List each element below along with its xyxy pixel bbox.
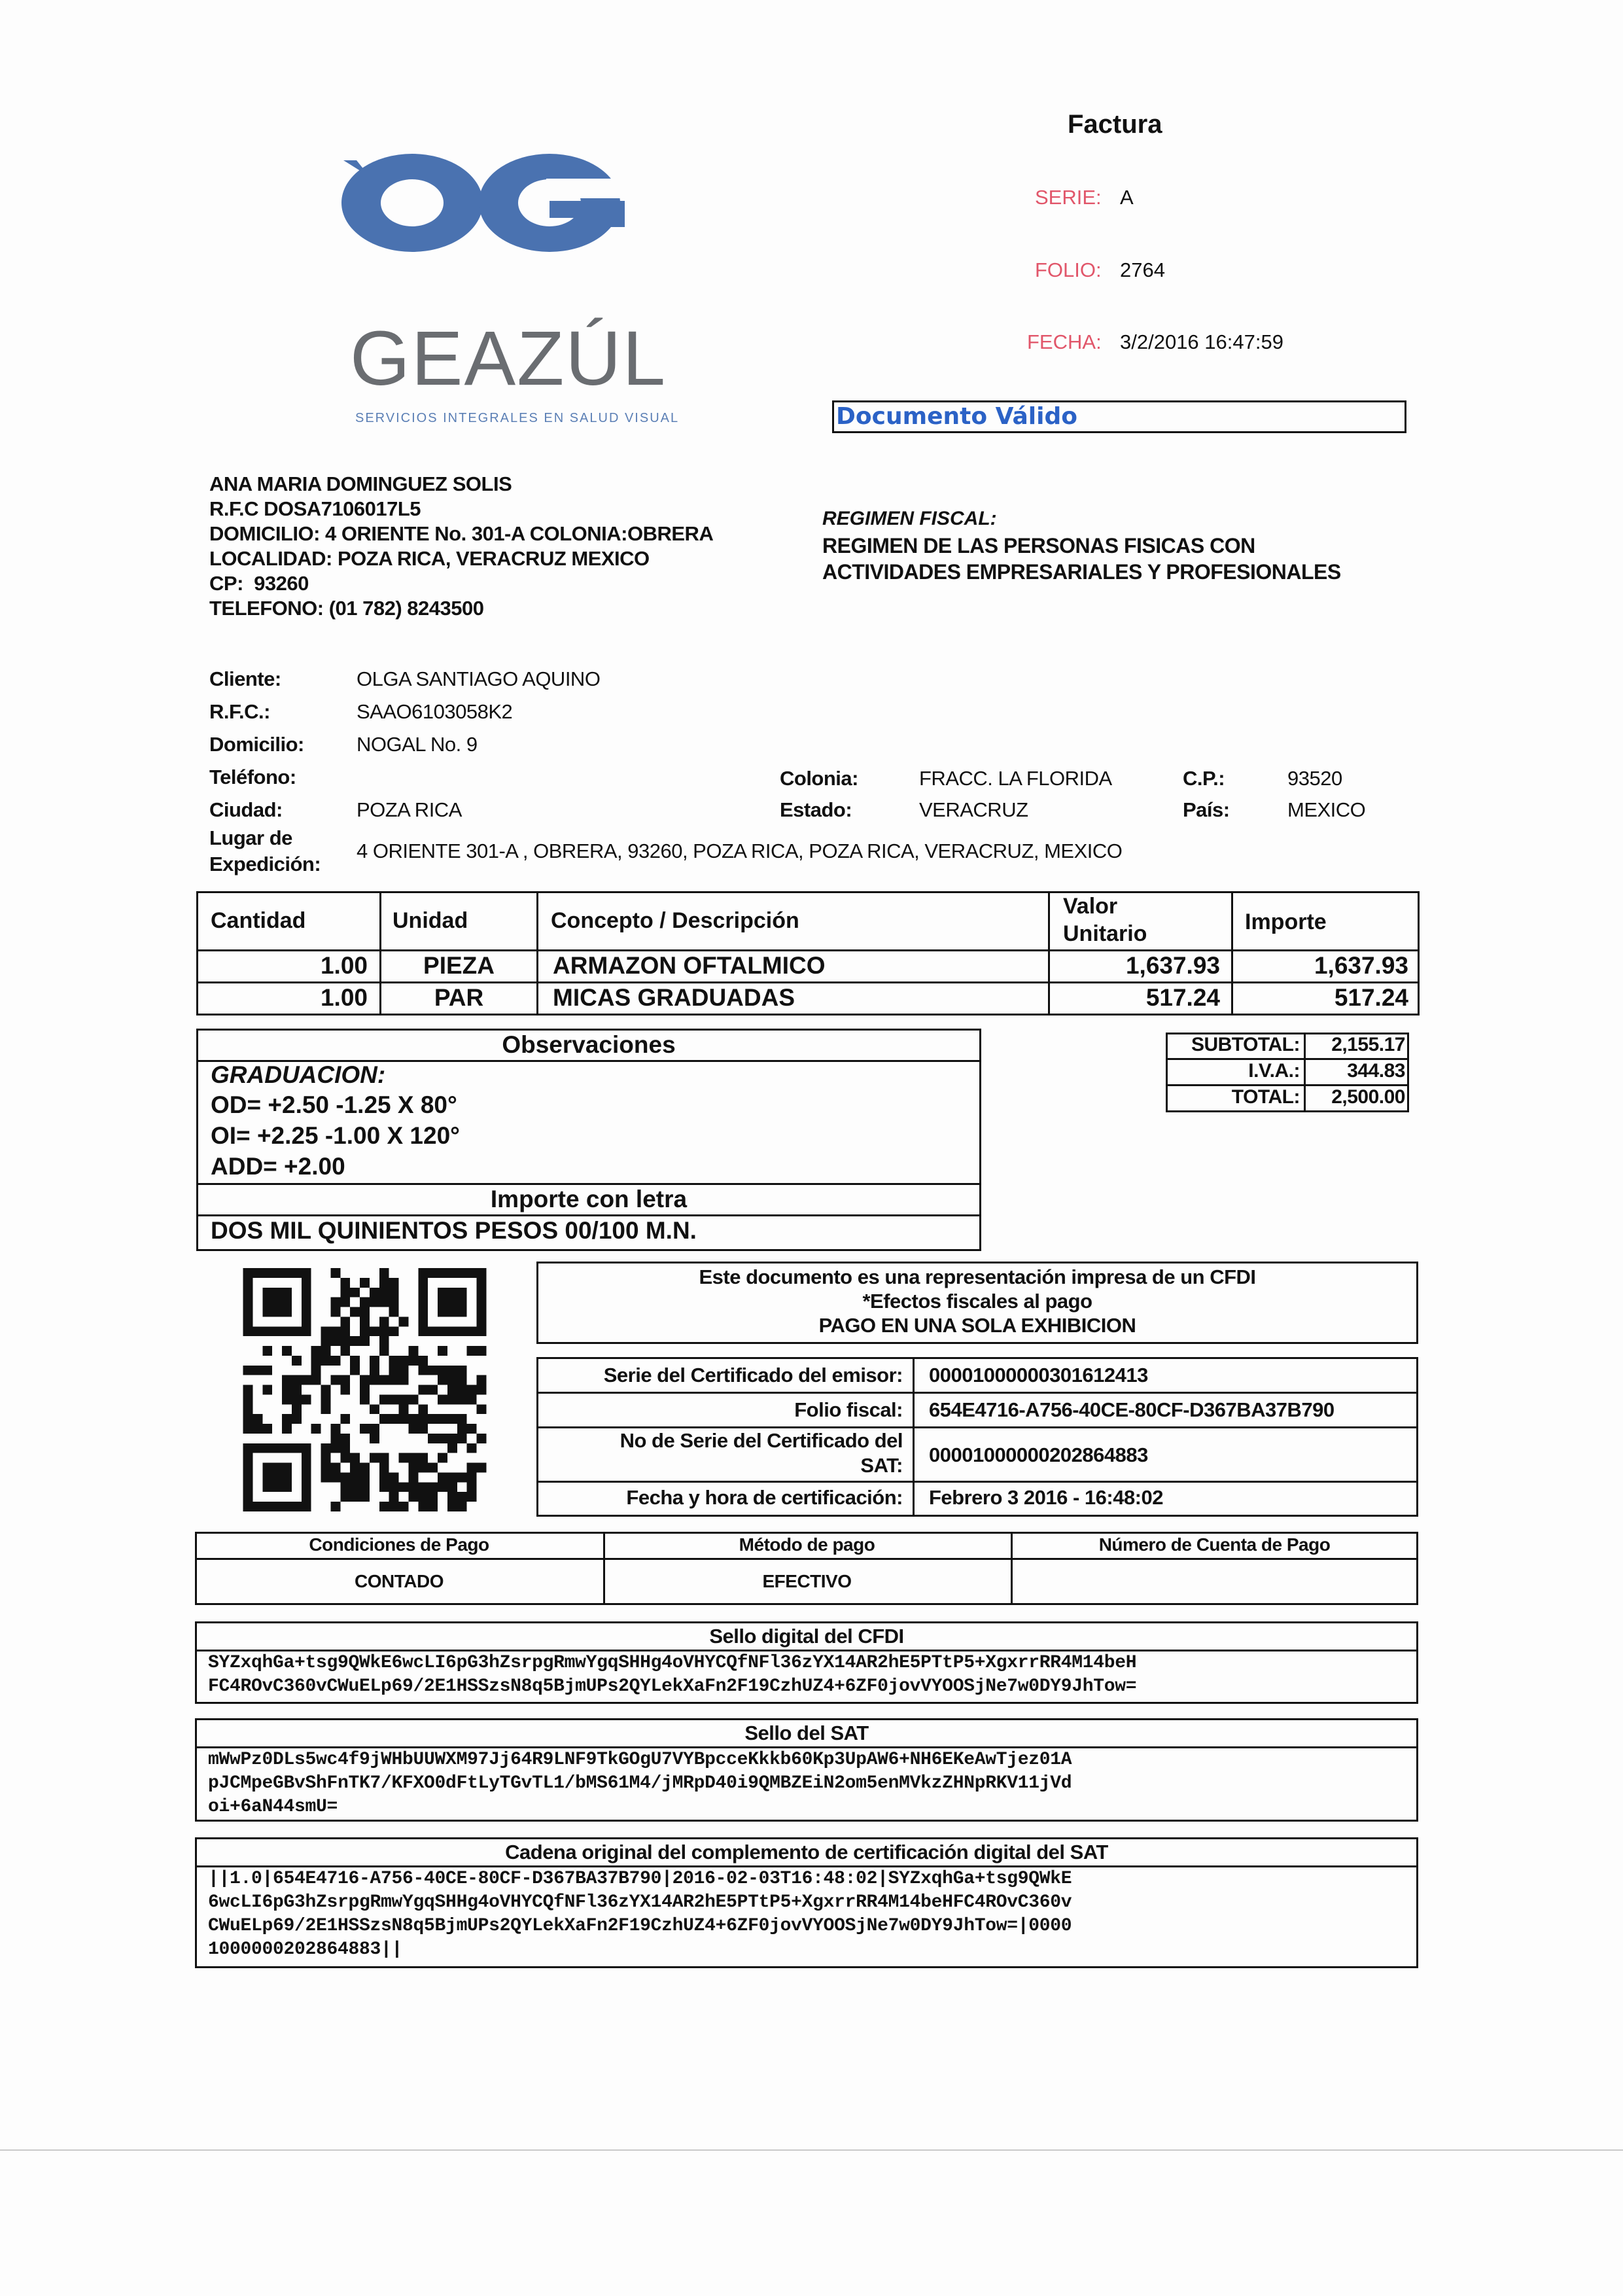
client-estado-label: Estado: bbox=[780, 798, 852, 821]
metodo-label: Método de pago bbox=[739, 1534, 875, 1555]
client-pais-value: MEXICO bbox=[1287, 798, 1366, 821]
client-ciudad-label: Ciudad: bbox=[209, 798, 283, 821]
sello-cfdi-line-2: FC4ROvC360vCWuELp69/2E1HSSzsN8q5BjmUPs2QYLekXaFn2F19CzhUZ4+6ZF0jovVYOOSjNe7w0DY9JhTow= bbox=[208, 1676, 1137, 1697]
client-telefono-label: Teléfono: bbox=[209, 766, 296, 788]
importe-letra-value: DOS MIL QUINIENTOS PESOS 00/100 M.N. bbox=[211, 1217, 697, 1244]
col-importe: Importe bbox=[1245, 910, 1327, 934]
sello-sat-title: Sello del SAT bbox=[744, 1722, 869, 1744]
total-value: 2,500.00 bbox=[1331, 1086, 1405, 1108]
importe-letra-title: Importe con letra bbox=[490, 1186, 688, 1212]
issuer-telefono: TELEFONO: (01 782) 8243500 bbox=[209, 597, 484, 620]
iva-value: 344.83 bbox=[1347, 1060, 1405, 1082]
folio-fiscal-value: 654E4716-A756-40CE-80CF-D367BA37B790 bbox=[929, 1398, 1335, 1421]
regimen-label: REGIMEN FISCAL: bbox=[822, 508, 997, 529]
no-serie-sat-label-2: SAT: bbox=[860, 1454, 903, 1477]
observaciones-title: Observaciones bbox=[502, 1031, 676, 1058]
no-serie-sat-value: 00001000000202864883 bbox=[929, 1443, 1148, 1466]
folio-value: 2764 bbox=[1120, 258, 1165, 281]
subtotal-value: 2,155.17 bbox=[1331, 1034, 1405, 1055]
sello-divider bbox=[195, 1650, 1418, 1651]
logo-wordmark: GEAZÚL bbox=[350, 315, 667, 402]
serie-cert-value: 00001000000301612413 bbox=[929, 1364, 1148, 1386]
col-valor-2: Unitario bbox=[1063, 921, 1147, 946]
graduacion-add: ADD= +2.00 bbox=[211, 1153, 345, 1180]
row1-unidad: PIEZA bbox=[423, 952, 495, 979]
col-cantidad: Cantidad bbox=[211, 908, 306, 933]
issuer-cp: CP: 93260 bbox=[209, 572, 309, 595]
client-estado-value: VERACRUZ bbox=[919, 798, 1028, 821]
client-colonia-value: FRACC. LA FLORIDA bbox=[919, 767, 1112, 790]
regimen-line-1: REGIMEN DE LAS PERSONAS FISICAS CON bbox=[822, 534, 1255, 557]
cadena-line-3: CWuELp69/2E1HSSzsN8q5BjmUPs2QYLekXaFn2F19CzhUZ4+6ZF0jovVYOOSjNe7w0DY9JhTow=|0000 bbox=[208, 1916, 1072, 1936]
col-unidad: Unidad bbox=[393, 908, 468, 933]
row1-valor: 1,637.93 bbox=[1125, 952, 1220, 979]
cadena-line-4: 1000000202864883|| bbox=[208, 1939, 403, 1960]
sello-sat-line-1: mWwPz0DLs5wc4f9jWHbUUWXM97Jj64R9LNF9TkGOgU7VYBpcceKkkb60Kp3UpAW6+NH6EKeAwTjez01A bbox=[208, 1750, 1072, 1770]
graduacion-oi: OI= +2.25 -1.00 X 120° bbox=[211, 1122, 460, 1149]
row2-importe: 517.24 bbox=[1334, 984, 1408, 1011]
qr-code bbox=[242, 1268, 487, 1511]
condiciones-value: CONTADO bbox=[355, 1571, 444, 1591]
cfdi-note-3: PAGO EN UNA SOLA EXHIBICION bbox=[818, 1314, 1136, 1337]
folio-fiscal-label: Folio fiscal: bbox=[794, 1398, 903, 1421]
issuer-localidad: LOCALIDAD: POZA RICA, VERACRUZ MEXICO bbox=[209, 547, 650, 570]
iva-label: I.V.A.: bbox=[1248, 1060, 1300, 1082]
client-cp-value: 93520 bbox=[1287, 767, 1342, 790]
cliente-label: Cliente: bbox=[209, 667, 281, 690]
issuer-rfc: R.F.C DOSA7106017L5 bbox=[209, 497, 421, 520]
cuenta-label: Número de Cuenta de Pago bbox=[1098, 1534, 1331, 1555]
obs-divider bbox=[196, 1183, 981, 1185]
serie-value: A bbox=[1120, 186, 1134, 209]
document-title: Factura bbox=[1068, 110, 1162, 139]
client-rfc-label: R.F.C.: bbox=[209, 700, 270, 723]
obs-divider bbox=[196, 1214, 981, 1216]
fecha-label: FECHA: bbox=[1027, 330, 1102, 353]
client-domicilio-value: NOGAL No. 9 bbox=[357, 733, 478, 756]
row1-cantidad: 1.00 bbox=[320, 952, 368, 979]
logo-tagline: SERVICIOS INTEGRALES EN SALUD VISUAL bbox=[355, 411, 680, 425]
no-serie-sat-label-1: No de Serie del Certificado del bbox=[620, 1429, 903, 1452]
col-concepto: Concepto / Descripción bbox=[551, 908, 799, 933]
items-col-divider bbox=[536, 891, 538, 1016]
sello-cfdi-line-1: SYZxqhGa+tsg9QWkE6wcLI6pG3hZsrpgRmwYgqSHHg4oVHYCQfNFl36zYX14AR2hE5PTtP5+XgxrrRR4M14beH bbox=[208, 1653, 1137, 1673]
fecha-cert-value: Febrero 3 2016 - 16:48:02 bbox=[929, 1486, 1163, 1509]
row2-concepto: MICAS GRADUADAS bbox=[553, 984, 795, 1011]
client-pais-label: País: bbox=[1183, 798, 1230, 821]
regimen-line-2: ACTIVIDADES EMPRESARIALES Y PROFESIONALES bbox=[822, 560, 1341, 584]
client-rfc-value: SAAO6103058K2 bbox=[357, 700, 513, 723]
row2-valor: 517.24 bbox=[1145, 984, 1220, 1011]
condiciones-label: Condiciones de Pago bbox=[309, 1534, 489, 1555]
graduacion-od: OD= +2.50 -1.25 X 80° bbox=[211, 1091, 457, 1118]
pago-divider bbox=[195, 1558, 1418, 1560]
issuer-domicilio: DOMICILIO: 4 ORIENTE No. 301-A COLONIA:OBRERA bbox=[209, 522, 714, 545]
cert-divider bbox=[536, 1392, 1418, 1394]
row2-unidad: PAR bbox=[434, 984, 484, 1011]
col-valor-1: Valor bbox=[1063, 894, 1118, 919]
sello-sat-line-2: pJCMpeGBvShFnTK7/KFXO0dFtLyTGvTL1/bMS61M4/jMRpD40i9QMBZEiN2om5enMVkzZHNpRKV11jVd bbox=[208, 1773, 1072, 1793]
cadena-divider bbox=[195, 1865, 1418, 1867]
cert-divider bbox=[913, 1357, 915, 1517]
lugar-label-1: Lugar de bbox=[209, 826, 292, 849]
lugar-label-2: Expedición: bbox=[209, 853, 321, 875]
subtotal-label: SUBTOTAL: bbox=[1191, 1034, 1300, 1055]
sello-cfdi-title: Sello digital del CFDI bbox=[709, 1625, 904, 1648]
metodo-value: EFECTIVO bbox=[762, 1571, 852, 1591]
serie-cert-label: Serie del Certificado del emisor: bbox=[603, 1364, 903, 1386]
cliente-value: OLGA SANTIAGO AQUINO bbox=[357, 667, 601, 690]
fecha-cert-label: Fecha y hora de certificación: bbox=[626, 1486, 903, 1509]
graduacion-label: GRADUACION: bbox=[211, 1061, 386, 1088]
cfdi-note-2: *Efectos fiscales al pago bbox=[862, 1290, 1092, 1313]
client-cp-label: C.P.: bbox=[1183, 767, 1225, 790]
row2-cantidad: 1.00 bbox=[320, 984, 368, 1011]
sello-sat-line-3: oi+6aN44smU= bbox=[208, 1797, 338, 1817]
row1-importe: 1,637.93 bbox=[1314, 952, 1408, 979]
cert-divider bbox=[536, 1426, 1418, 1428]
lugar-value: 4 ORIENTE 301-A , OBRERA, 93260, POZA RICA, POZA RICA, VERACRUZ, MEXICO bbox=[357, 839, 1123, 862]
client-colonia-label: Colonia: bbox=[780, 767, 858, 790]
valid-status: Documento Válido bbox=[836, 403, 1077, 430]
issuer-name: ANA MARIA DOMINGUEZ SOLIS bbox=[209, 472, 512, 495]
cadena-title: Cadena original del complemento de certificación digital del SAT bbox=[505, 1841, 1108, 1863]
folio-label: FOLIO: bbox=[1035, 258, 1102, 281]
total-label: TOTAL: bbox=[1231, 1086, 1300, 1108]
row1-concepto: ARMAZON OFTALMICO bbox=[553, 952, 826, 979]
cadena-line-1: ||1.0|654E4716-A756-40CE-80CF-D367BA37B790|2016-02-03T16:48:02|SYZxqhGa+tsg9QWkE bbox=[208, 1869, 1072, 1889]
client-ciudad-value: POZA RICA bbox=[357, 798, 462, 821]
client-domicilio-label: Domicilio: bbox=[209, 733, 304, 756]
cfdi-note-1: Este documento es una representación impresa de un CFDI bbox=[699, 1265, 1256, 1288]
cadena-line-2: 6wcLI6pG3hZsrpgRmwYgqSHHg4oVHYCQfNFl36zYX14AR2hE5PTtP5+XgxrrRR4M14beHFC4ROvC360v bbox=[208, 1892, 1072, 1913]
sello-divider bbox=[195, 1746, 1418, 1748]
scan-edge-line bbox=[0, 2149, 1623, 2151]
cert-divider bbox=[536, 1481, 1418, 1483]
fecha-value: 3/2/2016 16:47:59 bbox=[1120, 330, 1283, 353]
serie-label: SERIE: bbox=[1035, 186, 1102, 209]
